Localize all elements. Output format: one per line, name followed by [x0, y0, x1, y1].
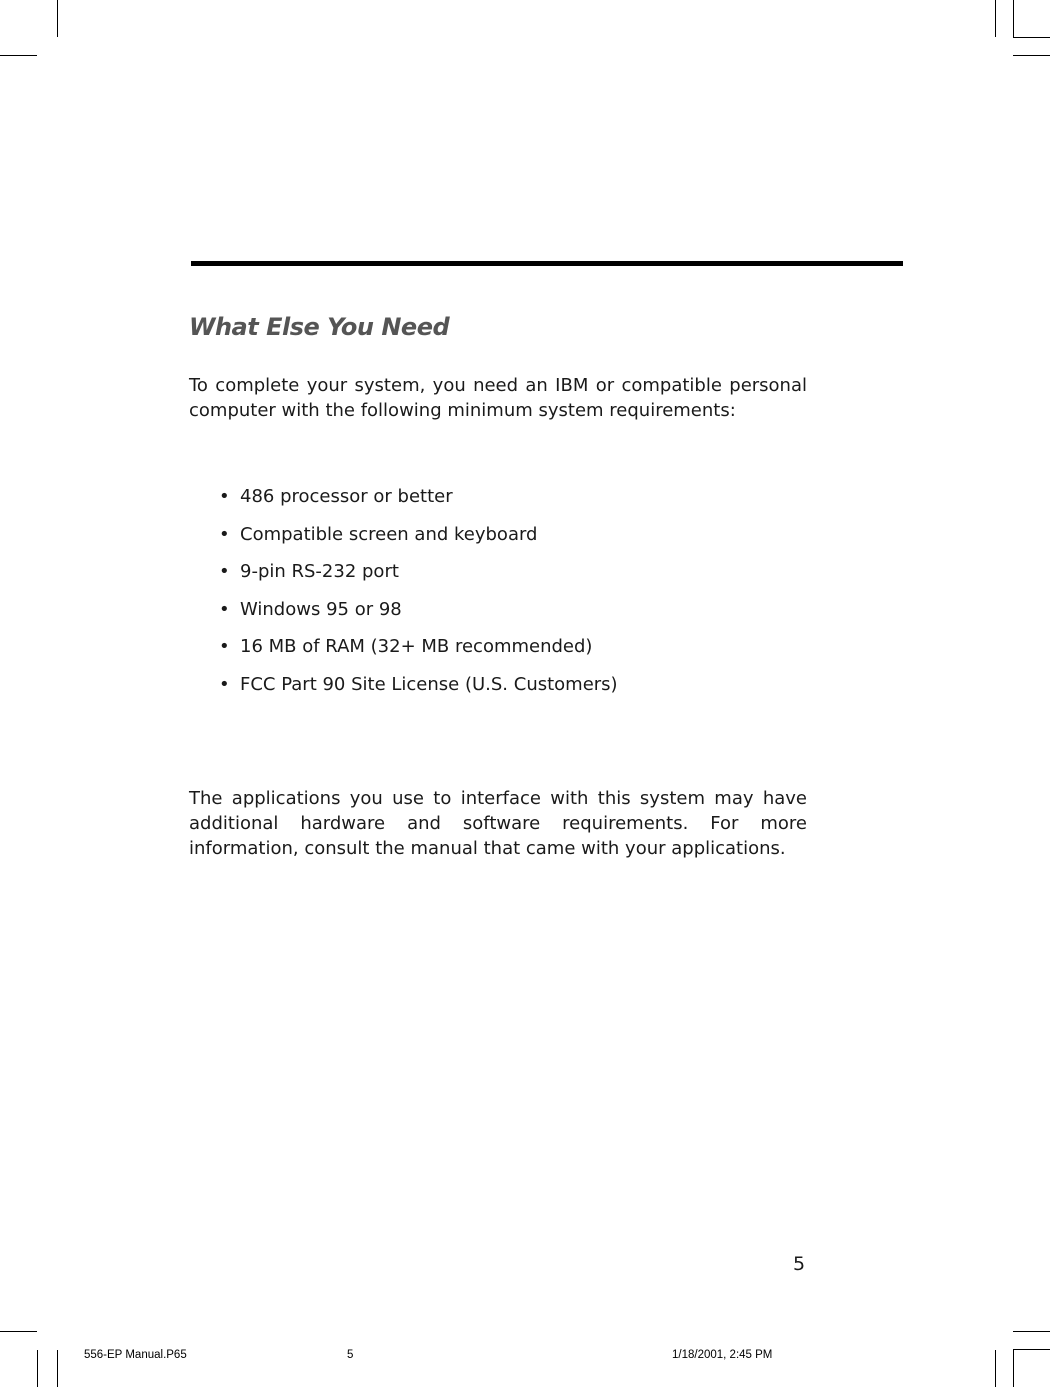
print-slug-page: 5: [347, 1349, 354, 1361]
crop-mark-bottom-right-corner-horizontal: [1013, 1349, 1050, 1350]
list-item: [219, 597, 618, 635]
requirement-text: Compatible screen and keyboard: [240, 523, 538, 545]
intro-paragraph: To complete your system, you need an IBM or compatible personal computer with the following minimum system requirements:: [189, 375, 807, 421]
requirement-text: 16 MB of RAM (32+ MB recommended): [240, 636, 593, 658]
crop-mark-top-right-corner-vertical: [1013, 0, 1014, 37]
list-item: [219, 559, 618, 597]
requirements-list: [219, 484, 618, 710]
page-number: 5: [793, 1253, 806, 1275]
crop-mark-top-right-vertical: [995, 0, 996, 37]
crop-mark-top-right-corner-horizontal: [1013, 37, 1050, 38]
print-slug-timestamp: 1/18/2001, 2:45 PM: [672, 1349, 773, 1361]
section-rule: [191, 261, 903, 266]
bullet-icon: •: [219, 561, 230, 583]
crop-mark-bottom-right-horizontal: [1013, 1331, 1050, 1332]
requirement-text: FCC Part 90 Site License (U.S. Customers): [240, 673, 618, 695]
crop-mark-bottom-left-corner-vertical: [37, 1350, 38, 1387]
crop-mark-top-right-horizontal: [1013, 55, 1050, 56]
list-item: [219, 634, 618, 672]
bullet-icon: •: [219, 673, 230, 695]
crop-mark-bottom-right-corner-vertical: [1013, 1350, 1014, 1387]
list-item: [219, 522, 618, 560]
crop-mark-bottom-left-vertical: [57, 1350, 58, 1387]
list-item: [219, 672, 618, 710]
bullet-icon: •: [219, 636, 230, 658]
requirement-text: Windows 95 or 98: [240, 598, 402, 620]
bullet-icon: •: [219, 486, 230, 507]
bullet-icon: •: [219, 598, 230, 620]
print-slug-filename: 556-EP Manual.P65: [84, 1349, 187, 1361]
requirement-text: 486 processor or better: [240, 486, 453, 507]
applications-paragraph: The applications you use to interface with this system may have additional hardware and software requirements. For more information, consult the manual that came with your applications.: [189, 788, 807, 859]
crop-mark-top-left-horizontal: [0, 55, 37, 56]
crop-mark-top-left-vertical: [57, 0, 58, 37]
requirement-text: 9-pin RS-232 port: [240, 561, 399, 583]
crop-mark-bottom-right-vertical: [995, 1350, 996, 1387]
bullet-icon: •: [219, 523, 230, 545]
crop-mark-bottom-left-horizontal: [0, 1331, 37, 1332]
section-heading: What Else You Need: [189, 313, 450, 341]
list-item: [219, 484, 618, 522]
